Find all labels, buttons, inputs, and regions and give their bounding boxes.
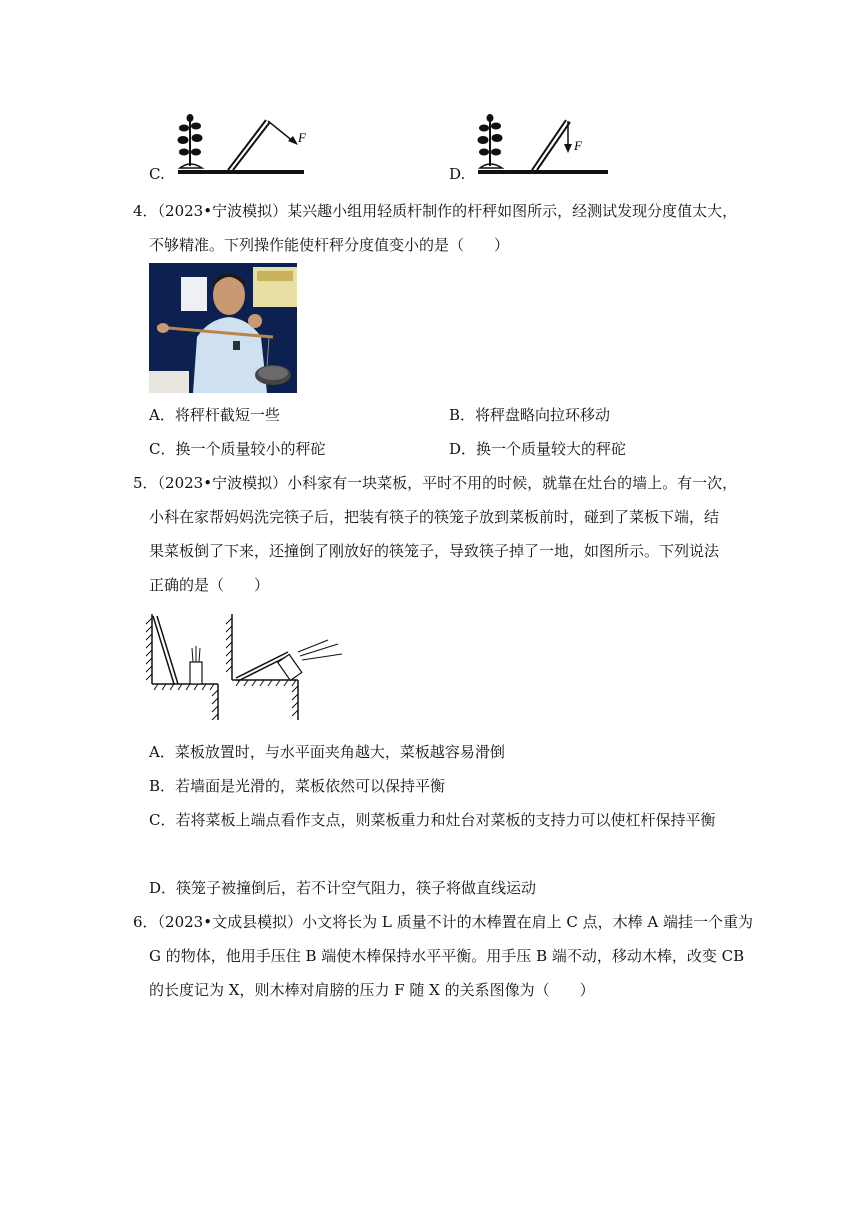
q3-option-c-diagram [170, 112, 340, 182]
q5-stem-line-1: 5．（2023•宁波模拟）小科家有一块菜板，平时不用的时候，就靠在灶台的墙上。有一次， [133, 474, 738, 492]
q5-stem-line-3: 果菜板倒了下来，还撞倒了刚放好的筷笼子，导致筷子掉了一地，如图所示。下列说法 [149, 542, 720, 560]
q5-option-a: A．菜板放置时，与水平面夹角越大，菜板越容易滑倒 [149, 743, 505, 761]
q4-stem-line-2: 不够精准。下列操作能使杆秤分度值变小的是（ ） [149, 236, 510, 254]
q4-stem-line-1: 4．（2023•宁波模拟）某兴趣小组用轻质杆制作的杆秤如图所示，经测试发现分度值太大， [133, 202, 738, 220]
q4-option-d: D．换一个质量较大的秤砣 [449, 440, 627, 458]
q6-stem-line-3: 的长度记为 X，则木棒对肩膀的压力 F 随 X 的关系图像为（ ） [149, 981, 595, 999]
force-label: F [574, 138, 582, 153]
q5-stem-line-2: 小科在家帮妈妈洗完筷子后，把装有筷子的筷笼子放到菜板前时，碰到了菜板下端，结 [149, 508, 720, 526]
q5-option-b: B．若墙面是光滑的，菜板依然可以保持平衡 [149, 777, 446, 795]
q5-stem-line-4: 正确的是（ ） [149, 576, 270, 594]
q3-option-d-diagram [470, 112, 640, 182]
plant-icon [179, 115, 202, 166]
q4-option-b: B．将秤盘略向拉环移动 [449, 406, 611, 424]
q4-steelyard-photo [149, 263, 297, 393]
plant-icon [479, 115, 502, 166]
q4-option-a: A．将秤杆截短一些 [149, 406, 280, 424]
q6-stem-line-1: 6．（2023•文成县模拟）小文将长为 L 质量不计的木棒置在肩上 C 点，木棒 A 端挂一个重为 [133, 913, 753, 931]
q3-option-c-label: C. [149, 165, 165, 183]
q5-option-c: C．若将菜板上端点看作支点，则菜板重力和灶台对菜板的支持力可以使杠杆保持平衡 [149, 811, 716, 829]
ground-line [178, 170, 304, 174]
force-label: F [298, 130, 306, 145]
q4-option-c: C．换一个质量较小的秤砣 [149, 440, 326, 458]
q6-stem-line-2: G 的物体，他用手压住 B 端使木棒保持水平平衡。用手压 B 端不动，移动木棒，改变 CB [149, 947, 745, 965]
ground-line [478, 170, 608, 174]
q5-option-d: D．筷笼子被撞倒后，若不计空气阻力，筷子将做直线运动 [149, 879, 537, 897]
q5-cutting-board-diagram [140, 608, 350, 726]
q3-option-d-label: D. [449, 165, 466, 183]
